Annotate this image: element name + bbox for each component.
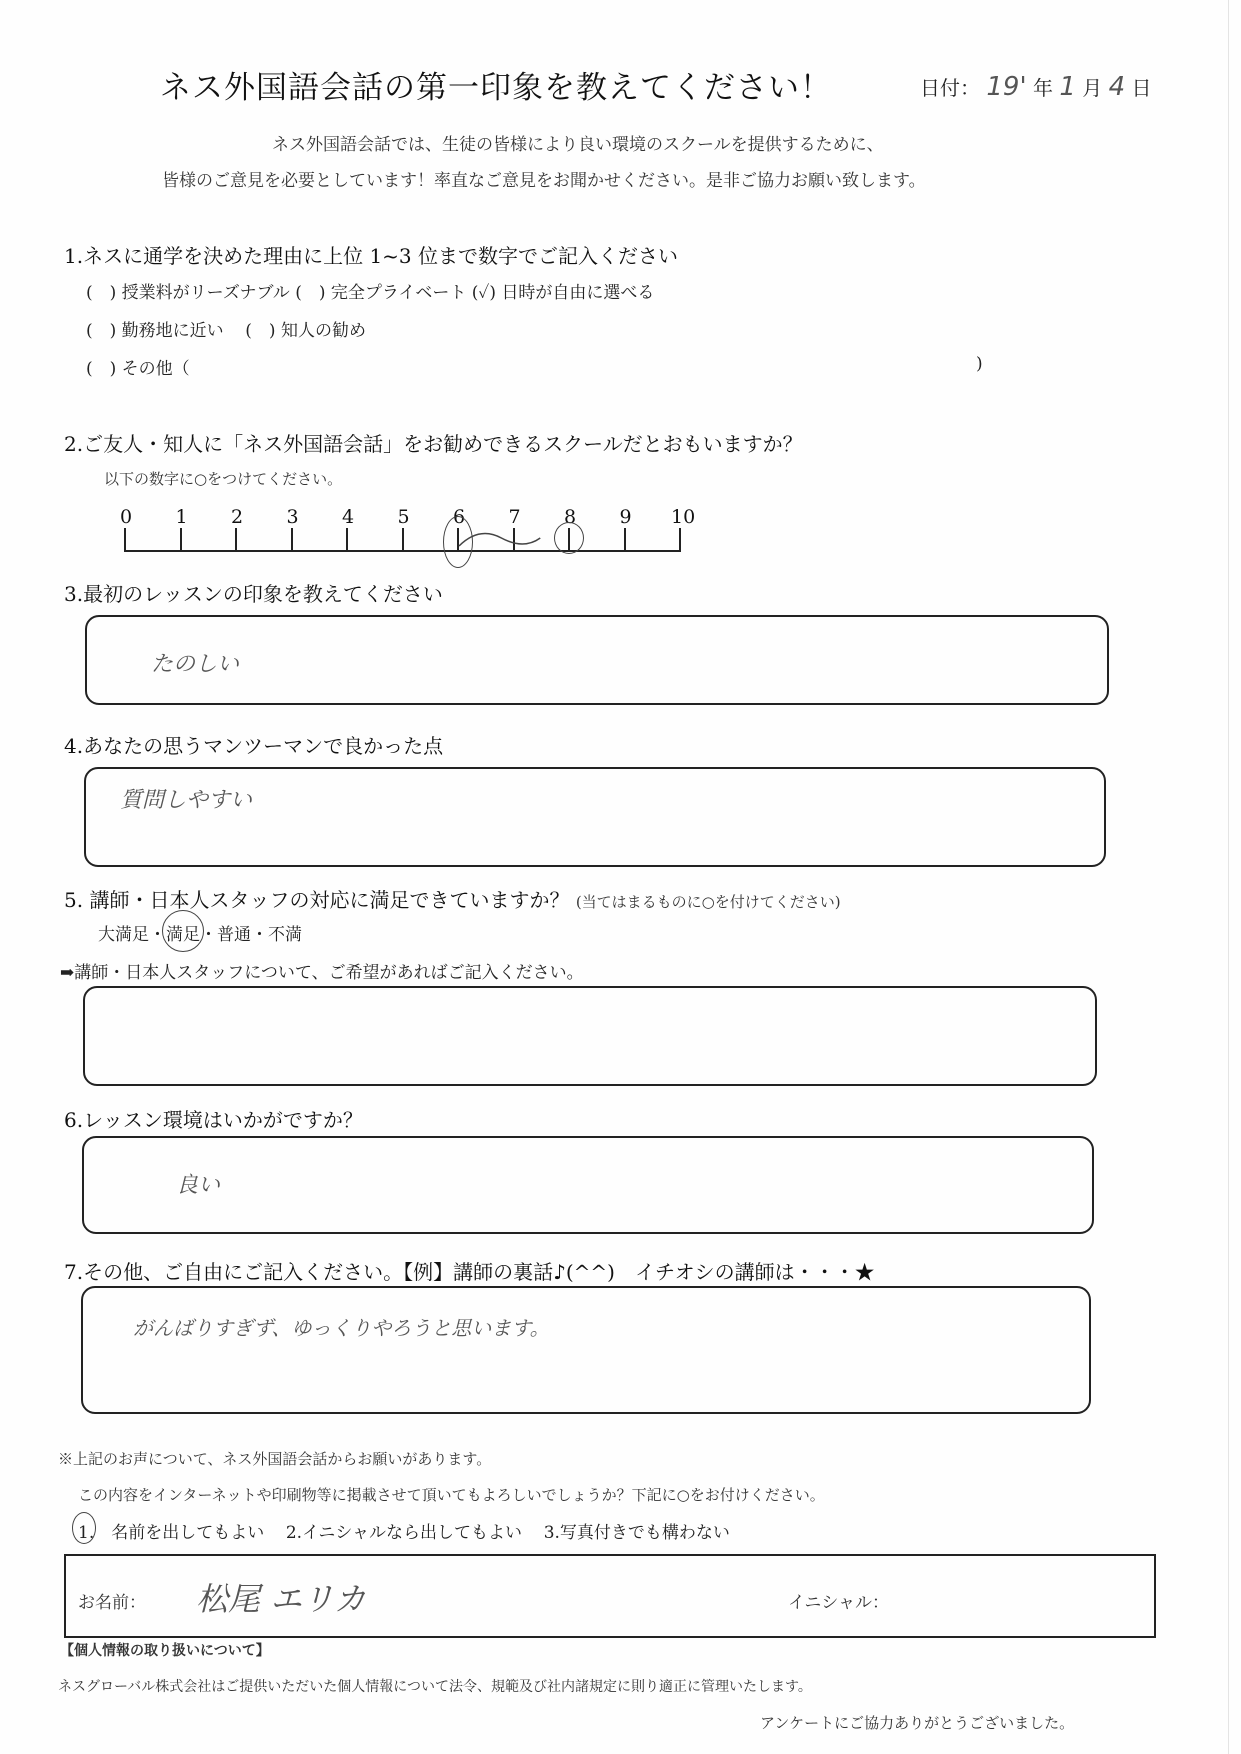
consent-option-1-label: 1. 名前を出してもよい xyxy=(78,1523,265,1543)
scale-tick xyxy=(235,528,237,550)
q4-title: 4.あなたの思うマンツーマンで良かった点 xyxy=(64,734,444,758)
q7-answer: がんばりすぎず、ゆっくりやろうと思います。 xyxy=(133,1316,550,1340)
scan-edge xyxy=(1228,0,1229,1754)
scale-number[interactable]: 9 xyxy=(619,506,632,528)
consent-notice: ※上記のお声について、ネス外国語会話からお願いがあります。 xyxy=(58,1450,492,1468)
month-unit: 月 xyxy=(1082,76,1103,100)
name-value[interactable]: 松尾 エリカ xyxy=(196,1580,366,1618)
scale-number[interactable]: 4 xyxy=(342,506,355,528)
privacy-text: ネスグローバル株式会社はご提供いただいた個人情報について法令、規範及び社内諸規定に則り適正に管理いたします。 xyxy=(58,1679,812,1695)
year-unit: 年 xyxy=(1032,76,1053,100)
q1-option-1: 授業料がリーズナブル xyxy=(121,283,290,303)
scale-tick xyxy=(624,528,626,550)
scale-baseline xyxy=(124,550,681,552)
name-label: お名前： xyxy=(78,1593,146,1613)
q1-option-5: 知人の勧め xyxy=(280,321,366,341)
q5-choice-2-label: 満足 xyxy=(166,925,200,945)
q4-answer: 質問しやすい xyxy=(120,788,253,813)
q1-checkbox-6[interactable]: ( ) xyxy=(86,359,117,379)
q2-instruction: 以下の数字に○をつけてください。 xyxy=(104,470,343,488)
q5-title xyxy=(64,884,841,913)
consent-option-3[interactable]: 3.写真付きでも構わない xyxy=(543,1523,730,1543)
q4-answer-box[interactable] xyxy=(84,767,1106,867)
privacy-heading: 【個人情報の取り扱いについて】 xyxy=(60,1643,270,1659)
thanks-message: アンケートにご協力ありがとうございました。 xyxy=(760,1714,1075,1732)
q5-choices xyxy=(98,920,302,945)
scale-number[interactable]: 7 xyxy=(508,506,521,528)
q1-option-6: その他（ xyxy=(121,359,190,379)
q1-title: 1.ネスに通学を決めた理由に上位 1~3 位まで数字でご記入ください xyxy=(64,244,679,268)
separator: ・ xyxy=(251,925,268,945)
scale-number[interactable]: 6 xyxy=(453,506,466,528)
day-unit: 日 xyxy=(1131,76,1152,100)
date-day[interactable]: 4 xyxy=(1108,72,1126,102)
scale-number[interactable]: 2 xyxy=(231,506,244,528)
consent-question: この内容をインターネットや印刷物等に掲載させて頂いてもよろしいでしょうか？下記に○をお付けください。 xyxy=(78,1486,825,1504)
consent-options xyxy=(78,1518,730,1543)
date-label: 日付： xyxy=(920,76,980,100)
selection-circle xyxy=(72,1512,96,1544)
date-month[interactable]: 1 xyxy=(1059,72,1076,102)
intro-line-1: ネス外国語会話では、生徒の皆様により良い環境のスクールを提供するために、 xyxy=(272,135,884,155)
q6-title: 6.レッスン環境はいかがですか？ xyxy=(64,1108,363,1132)
q5-choice-4[interactable]: 不満 xyxy=(268,925,302,945)
date-field xyxy=(920,72,1151,102)
separator: ・ xyxy=(200,925,217,945)
range-tilde xyxy=(457,524,568,554)
scale-number[interactable]: 1 xyxy=(175,506,188,528)
q1-other-close: ) xyxy=(976,354,983,374)
scale-number[interactable]: 0 xyxy=(120,506,133,528)
scale-tick xyxy=(679,528,681,550)
q7-title: 7.その他、ご自由にご記入ください。【例】講師の裏話♪(^^) イチオシの講師は・・・★ xyxy=(64,1260,875,1284)
q3-answer-box[interactable] xyxy=(85,615,1109,705)
name-box xyxy=(64,1554,1156,1638)
q5-followup: ➡講師・日本人スタッフについて、ご希望があればご記入ください。 xyxy=(60,963,584,983)
q6-answer: 良い xyxy=(176,1173,221,1198)
q5-choice-1[interactable]: 大満足 xyxy=(98,925,149,945)
scale-tick xyxy=(124,528,126,550)
q5-choice-2[interactable] xyxy=(166,920,200,945)
q5-answer-box[interactable] xyxy=(83,986,1097,1086)
page-title: ネス外国語会話の第一印象を教えてください！ xyxy=(160,70,832,106)
intro-line-2: 皆様のご意見を必要としています！率直なご意見をお聞かせください。是非ご協力お願い致します。 xyxy=(162,171,926,191)
q3-title: 3.最初のレッスンの印象を教えてください xyxy=(64,582,443,606)
q5-note: (当てはまるものに○を付けてください) xyxy=(575,893,841,911)
q1-row-2 xyxy=(86,316,366,341)
q2-title: 2.ご友人・知人に「ネス外国語会話」をお勧めできるスクールだとおもいますか？ xyxy=(64,432,803,456)
scale-tick xyxy=(346,528,348,550)
q1-option-2: 完全プライベート xyxy=(330,283,467,303)
q1-option-4: 勤務地に近い xyxy=(121,321,224,341)
scale-tick xyxy=(402,528,404,550)
q1-option-3: 日時が自由に選べる xyxy=(501,283,655,303)
q1-row-3 xyxy=(86,354,190,379)
scale-number[interactable]: 3 xyxy=(286,506,299,528)
scale-tick xyxy=(180,528,182,550)
separator: ・ xyxy=(149,925,166,945)
q1-row-1 xyxy=(86,278,654,303)
date-year[interactable]: 19' xyxy=(986,72,1027,102)
q5-title-text: 5. 講師・日本人スタッフの対応に満足できていますか？ xyxy=(64,888,570,912)
scale-number[interactable]: 8 xyxy=(564,506,577,528)
consent-option-1[interactable] xyxy=(78,1518,264,1543)
q7-answer-box[interactable] xyxy=(81,1286,1091,1414)
q1-checkbox-3[interactable]: (✓) xyxy=(471,283,497,303)
q6-answer-box[interactable] xyxy=(82,1136,1094,1234)
initial-label: イニシャル： xyxy=(788,1593,889,1613)
scale-number[interactable]: 10 xyxy=(671,506,696,528)
q3-answer: たのしい xyxy=(151,652,240,677)
q5-choice-3[interactable]: 普通 xyxy=(217,925,251,945)
q1-checkbox-5[interactable]: ( ) xyxy=(245,321,276,341)
scale-number[interactable]: 5 xyxy=(397,506,410,528)
consent-option-2[interactable]: 2.イニシャルなら出してもよい xyxy=(285,1523,523,1543)
q1-checkbox-1[interactable]: ( ) xyxy=(86,283,117,303)
scale-tick xyxy=(291,528,293,550)
q1-checkbox-4[interactable]: ( ) xyxy=(86,321,117,341)
q1-checkbox-2[interactable]: ( ) xyxy=(295,283,326,303)
selection-circle xyxy=(162,910,204,952)
